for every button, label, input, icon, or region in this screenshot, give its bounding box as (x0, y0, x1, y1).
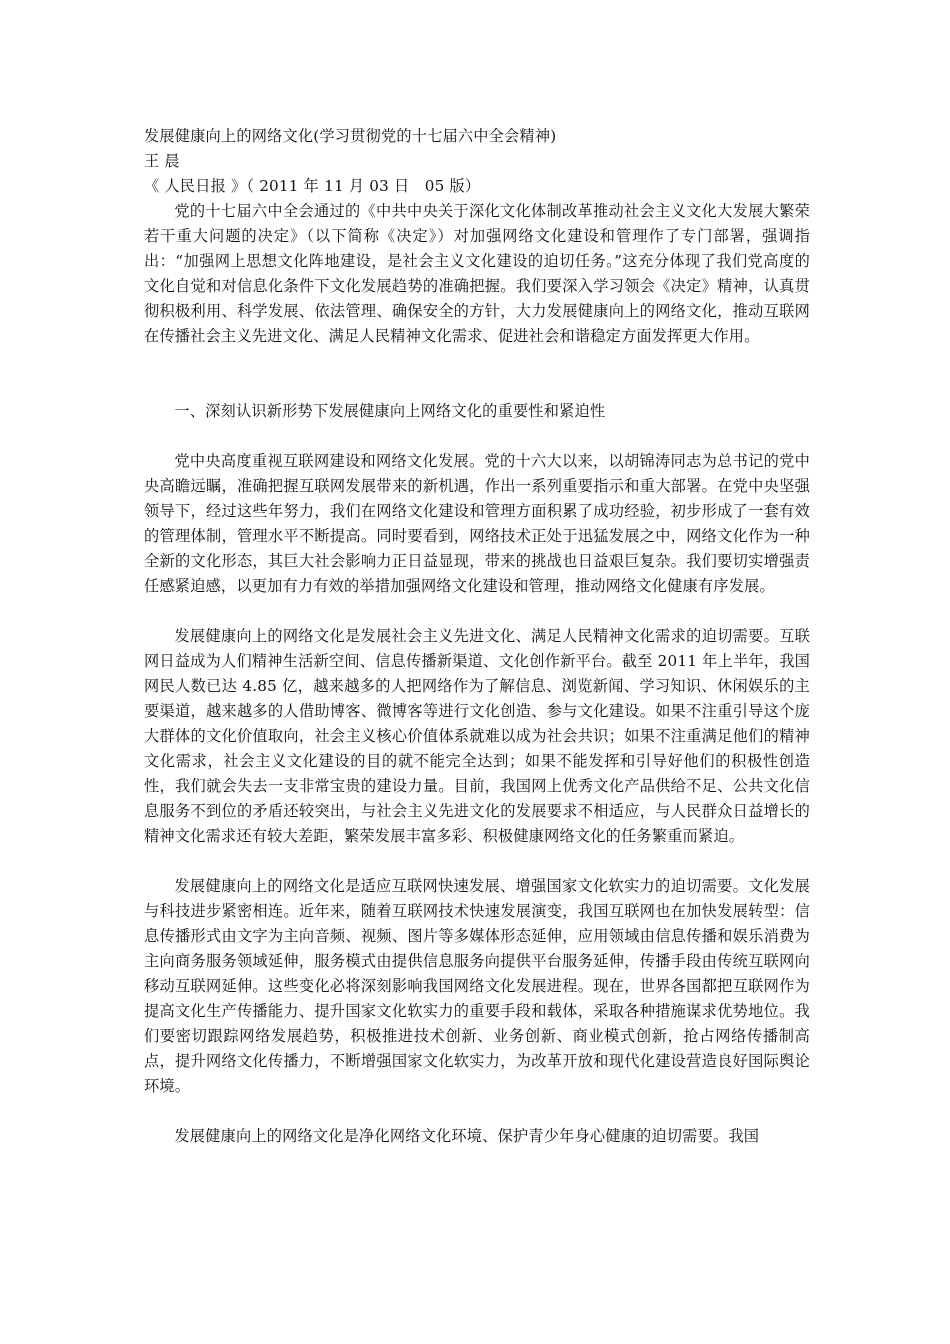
spacer (144, 349, 810, 399)
spacer (144, 1099, 810, 1124)
spacer (144, 599, 810, 624)
intro-paragraph: 党的十七届六中全会通过的《中共中央关于深化文化体制改革推动社会主义文化大发展大繁荣若干重大问题的决定》（以下简称《决定》）对加强网络文化建设和管理作了专门部署，强调指出：“加强网上思想文化阵地建设，是社会主义文化建设的迫切任务。”这充分体现了我们党高度的文化自觉和对信息化条件下文化发展趋势的准确把握。我们要深入学习领会《决定》精神，认真贯彻积极利用、科学发展、依法管理、确保安全的方针，大力发展健康向上的网络文化，推动互联网在传播社会主义先进文化、满足人民精神文化需求、促进社会和谐稳定方面发挥更大作用。 (144, 202, 810, 345)
body-paragraph: 发展健康向上的网络文化是发展社会主义先进文化、满足人民精神文化需求的迫切需要。互联网日益成为人们精神生活新空间、信息传播新渠道、文化创作新平台。截至 2011 年上半年，我国网民人数已达 4.85 亿，越来越多的人把网络作为了解信息、浏览新闻、学习知识、休闲娱乐的主要渠道，越来越多的人借助博客、微博客等进行文化创造、参与文化建设。如果不注重引导这个庞大群体的文化价值取向，社会主义核心价值体系就难以成为社会共识；如果不注重满足他们的精神文化需求，社会主义文化建设的目的就不能完全达到；如果不能发挥和引导好他们的积极性创造性，我们就会失去一支非常宝贵的建设力量。目前，我国网上优秀文化产品供给不足、公共文化信息服务不到位的矛盾还较突出，与社会主义先进文化的发展要求不相适应，与人民群众日益增长的精神文化需求还有较大差距，繁荣发展丰富多彩、积极健康网络文化的任务繁重而紧迫。 (144, 627, 810, 845)
author-name: 王 晨 (144, 152, 180, 170)
body-paragraph: 发展健康向上的网络文化是适应互联网快速发展、增强国家文化软实力的迫切需要。文化发展与科技进步紧密相连。近年来，随着互联网技术快速发展演变，我国互联网也在加快发展转型：信息传播形式由文字为主向音频、视频、图片等多媒体形态延伸，应用领域由信息传播和娱乐消费为主向商务服务领域延伸，服务模式由提供信息服务向提供平台服务延伸，传播手段由传统互联网向移动互联网延伸。这些变化必将深刻影响我国网络文化发展进程。现在，世界各国都把互联网作为提高文化生产传播能力、提升国家文化软实力的重要手段和载体，采取各种措施谋求优势地位。我们要密切跟踪网络发展趋势，积极推进技术创新、业务创新、商业模式创新，抢占网络传播制高点，提升网络文化传播力，不断增强国家文化软实力，为改革开放和现代化建设营造良好国际舆论环境。 (144, 877, 810, 1095)
spacer (144, 849, 810, 874)
document-page (144, 124, 810, 1149)
article-title: 发展健康向上的网络文化(学习贯彻党的十七届六中全会精神) (144, 127, 557, 145)
body-paragraph: 发展健康向上的网络文化是净化网络文化环境、保护青少年身心健康的迫切需要。我国 (174, 1127, 760, 1145)
spacer (144, 424, 810, 449)
section-heading: 一、深刻认识新形势下发展健康向上网络文化的重要性和紧迫性 (174, 402, 606, 420)
body-paragraph: 党中央高度重视互联网建设和网络文化发展。党的十六大以来，以胡锦涛同志为总书记的党中央高瞻远瞩，准确把握互联网发展带来的新机遇，作出一系列重要指示和重大部署。在党中央坚强领导下，经过这些年努力，我们在网络文化建设和管理方面积累了成功经验，初步形成了一套有效的管理体制，管理水平不断提高。同时要看到，网络技术正处于迅猛发展之中，网络文化作为一种全新的文化形态，其巨大社会影响力正日益显现，带来的挑战也日益艰巨复杂。我们要切实增强责任感紧迫感，以更加有力有效的举措加强网络文化建设和管理，推动网络文化健康有序发展。 (144, 452, 810, 595)
source-line: 《 人民日报 》（ 2011 年 11 月 03 日 05 版） (144, 177, 481, 195)
